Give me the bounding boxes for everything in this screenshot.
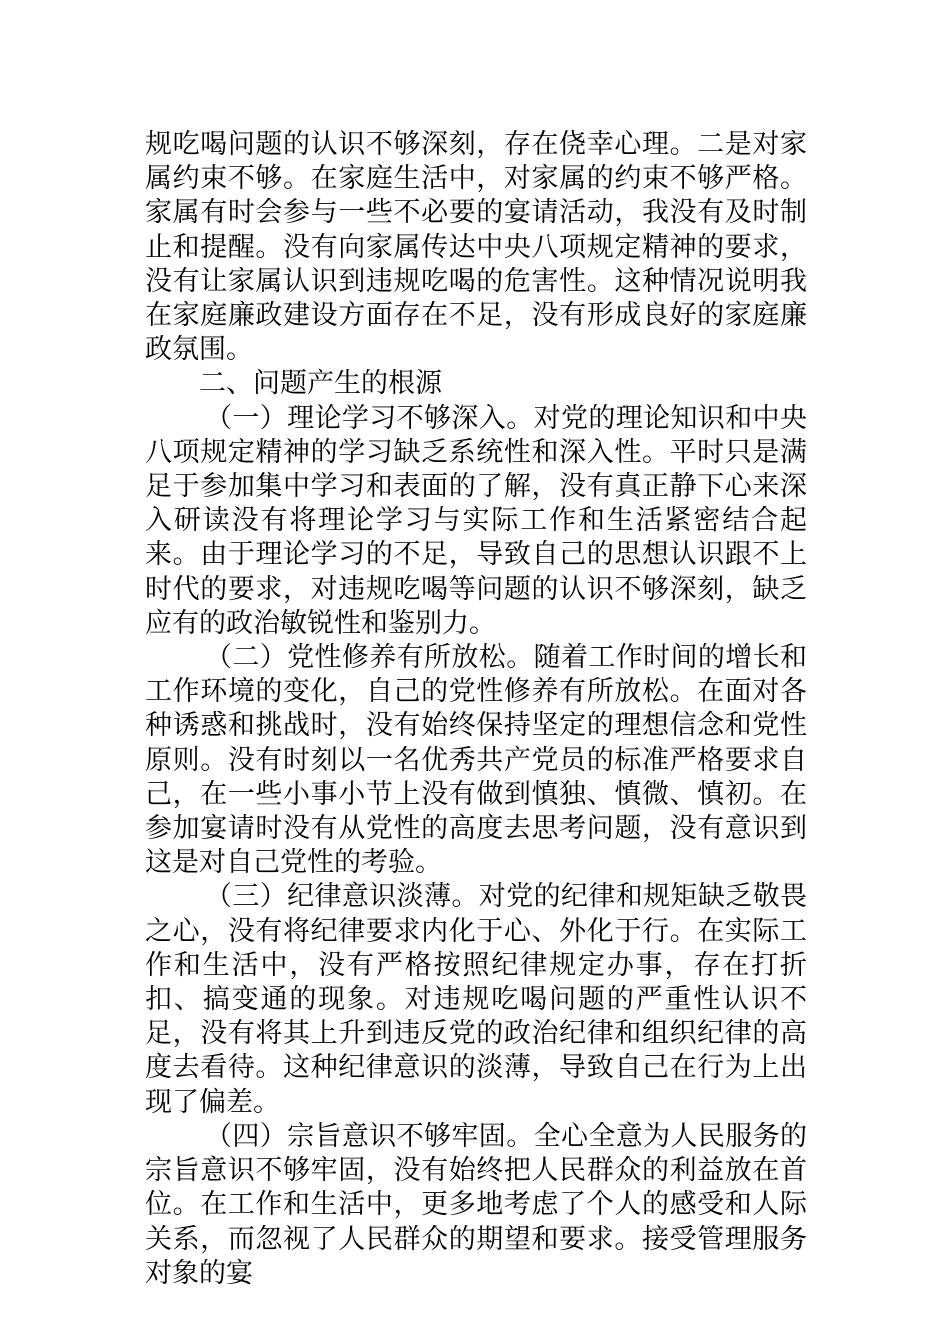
body-paragraph-purpose-awareness: （四）宗旨意识不够牢固。全心全意为人民服务的宗旨意识不够牢固，没有始终把人民群众的利益放在首位。在工作和生活中，更多地考虑了个人的感受和人际关系，而忽视了人民群众的期望和要求。接受管理服务对象的宴 — [145, 1120, 807, 1289]
section-heading-root-causes: 二、问题产生的根源 — [199, 368, 442, 400]
body-paragraph-family-discipline: 规吃喝问题的认识不够深刻，存在侥幸心理。二是对家属约束不够。在家庭生活中，对家属的约束不够严格。家属有时会参与一些不必要的宴请活动，我没有及时制止和提醒。没有向家属传达中央八项规定精神的要求，没有让家属认识到违规吃喝的危害性。这种情况说明我在家庭廉政建设方面存在不足，没有形成良好的家庭廉政氛围。 — [145, 129, 807, 366]
body-paragraph-discipline-awareness: （三）纪律意识淡薄。对党的纪律和规矩缺乏敬畏之心，没有将纪律要求内化于心、外化于行。在实际工作和生活中，没有严格按照纪律规定办事，存在打折扣、搞变通的现象。对违规吃喝问题的严重性认识不足，没有将其上升到违反党的政治纪律和组织纪律的高度去看待。这种纪律意识的淡薄，导致自己在行为上出现了偏差。 — [145, 881, 807, 1118]
body-paragraph-party-spirit: （二）党性修养有所放松。随着工作时间的增长和工作环境的变化，自己的党性修养有所放松。在面对各种诱惑和挑战时，没有始终保持坚定的理想信念和党性原则。没有时刻以一名优秀共产党员的标准严格要求自己，在一些小事小节上没有做到慎独、慎微、慎初。在参加宴请时没有从党性的高度去思考问题，没有意识到这是对自己党性的考验。 — [145, 642, 807, 879]
body-paragraph-theory-study: （一）理论学习不够深入。对党的理论知识和中央八项规定精神的学习缺乏系统性和深入性。平时只是满足于参加集中学习和表面的了解，没有真正静下心来深入研读没有将理论学习与实际工作和生活紧密结合起来。由于理论学习的不足，导致自己的思想认识跟不上时代的要求，对违规吃喝等问题的认识不够深刻，缺乏应有的政治敏锐性和鉴别力。 — [145, 402, 807, 639]
document-body — [145, 128, 807, 1291]
